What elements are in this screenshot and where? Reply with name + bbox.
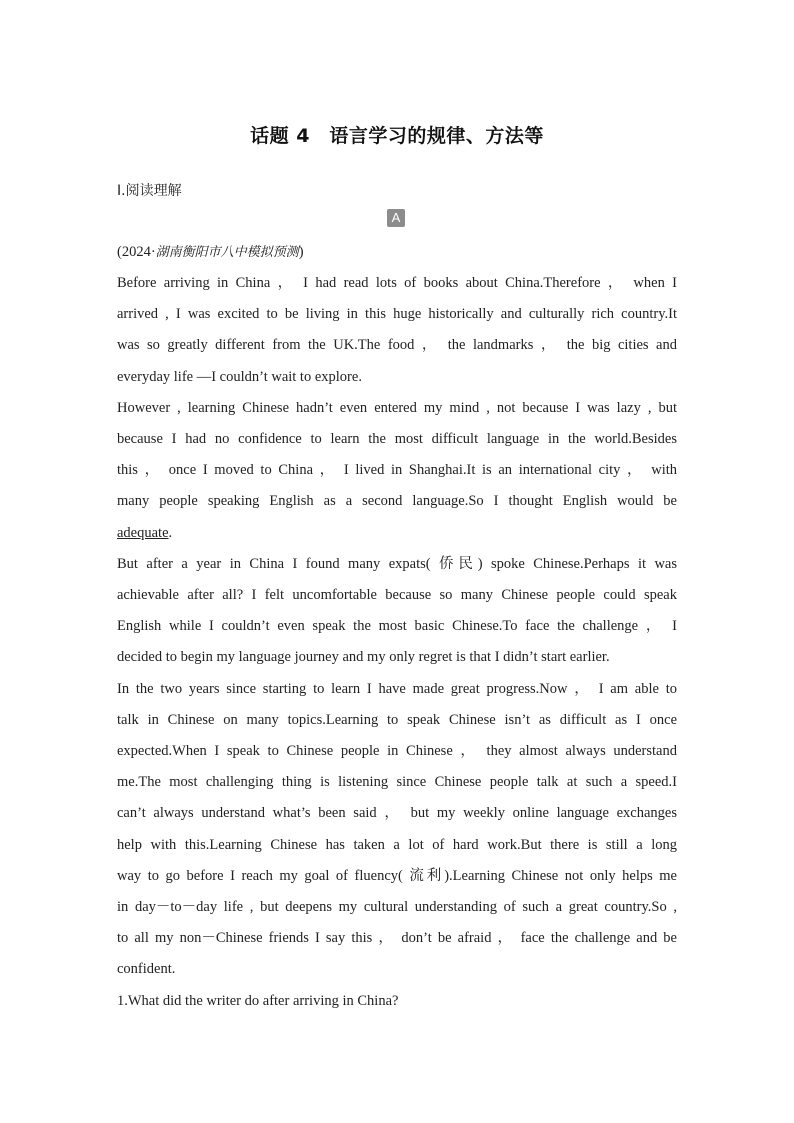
source-prefix: (2024· — [117, 244, 156, 260]
passage-line: Before arriving in China ， I had read lots of books about China.Therefore ， when I — [117, 275, 677, 291]
passage-line: confident. — [117, 961, 176, 978]
passage-line: to all my non－Chinese friends I say this ， don’t be afraid ， face the challenge and be — [117, 930, 677, 947]
passage-line: me.The most challenging thing is listening since Chinese people talk at such a speed.I — [117, 774, 677, 791]
passage-line: help with this.Learning Chinese has taken a lot of hard work.But there is still a long — [117, 836, 677, 853]
page-title: 话题 4 语言学习的规律、方法等 — [250, 125, 544, 147]
passage-line: But after a year in China I found many expats( 侨民) spoke Chinese.Perhaps it was — [117, 555, 677, 572]
passage-line: achievable after all? I felt uncomfortable because so many Chinese people could speak — [117, 587, 677, 604]
underlined-word: adequate — [117, 524, 169, 541]
passage-line — [117, 518, 677, 549]
passage-label-badge: A — [387, 209, 405, 227]
passage-line: can’t always understand what’s been said ， but my weekly online language exchanges — [117, 805, 677, 822]
source-citation — [117, 241, 304, 261]
source-suffix: ) — [298, 244, 304, 260]
passage-body — [117, 268, 677, 1017]
passage-line: was so greatly different from the UK.The food ， the landmarks ， the big cities and — [117, 337, 677, 354]
passage-line: everyday life —I couldn’t wait to explore. — [117, 368, 362, 385]
passage-line: way to go before I reach my goal of fluency( 流利).Learning Chinese not only helps me — [117, 867, 677, 884]
passage-line: because I had no confidence to learn the most difficult language in the world.Besides — [117, 431, 677, 448]
passage-line: decided to begin my language journey and my only regret is that I didn’t start earlier. — [117, 649, 610, 666]
passage-line: this ， once I moved to China ， I lived in Shanghai.It is an international city ， with — [117, 462, 677, 479]
passage-line: 1.What did the writer do after arriving in China? — [117, 992, 399, 1009]
passage-line: talk in Chinese on many topics.Learning to speak Chinese isn’t as difficult as I once — [117, 711, 677, 728]
passage-line: In the two years since starting to learn I have made great progress.Now ， I am able to — [117, 680, 677, 697]
passage-line: arrived , I was excited to be living in this huge historically and culturally rich country.It — [117, 306, 677, 323]
source-place: 湖南衡阳市八中模拟预测 — [155, 245, 299, 260]
section-heading: Ⅰ.阅读理解 — [117, 183, 182, 199]
passage-line: However , learning Chinese hadn’t even entered my mind , not because I was lazy , but — [117, 399, 677, 416]
passage-line: in day－to－day life , but deepens my cultural understanding of such a great country.So , — [117, 899, 677, 916]
passage-line: English while I couldn’t even speak the most basic Chinese.To face the challenge ， I — [117, 618, 677, 635]
passage-line: expected.When I speak to Chinese people in Chinese ， they almost always understand — [117, 743, 677, 760]
passage-line: many people speaking English as a second language.So I thought English would be — [117, 493, 677, 510]
line-text: . — [168, 524, 173, 541]
